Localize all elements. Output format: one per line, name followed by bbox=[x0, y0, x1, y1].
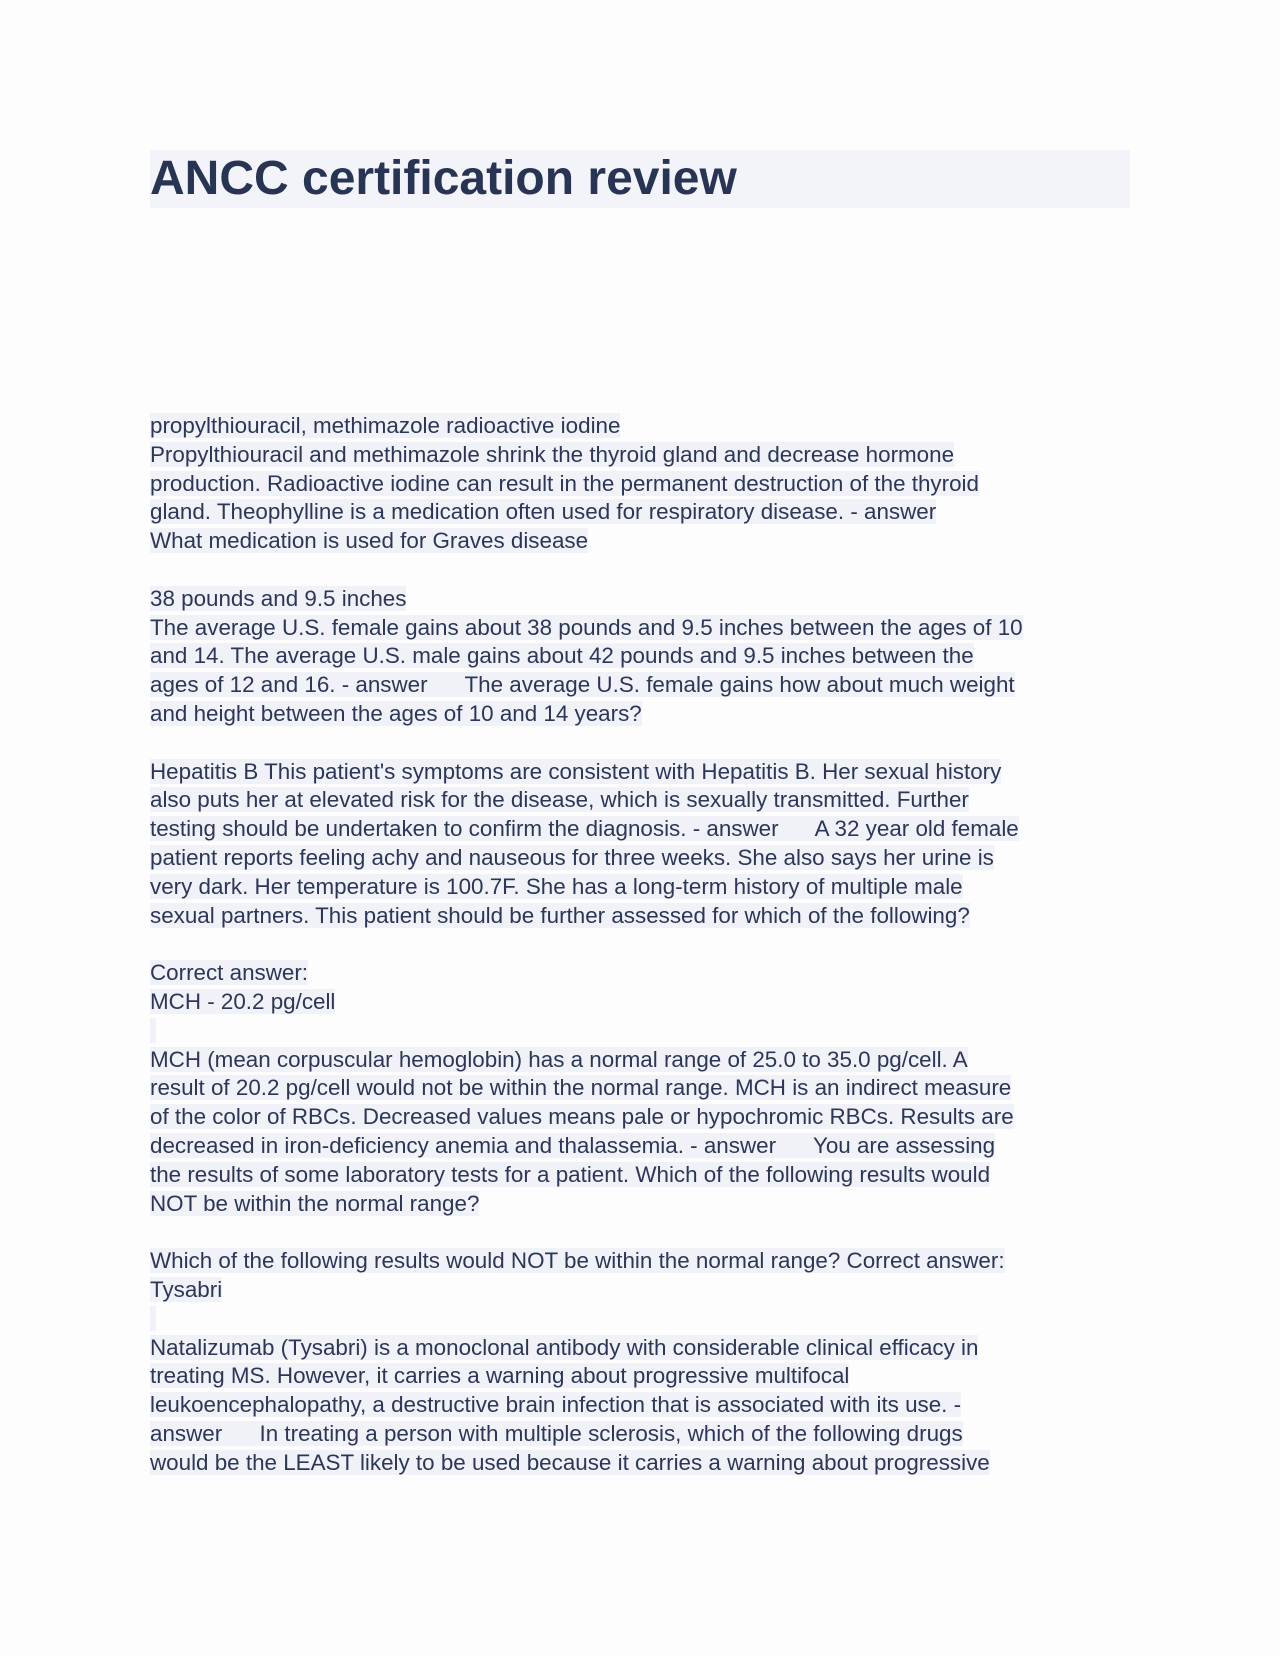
text-line bbox=[150, 1046, 1130, 1075]
text-line bbox=[150, 1334, 1130, 1363]
text-line-content: and height between the ages of 10 and 14 years? bbox=[150, 700, 642, 726]
text-line bbox=[150, 873, 1130, 902]
text-line bbox=[150, 786, 1130, 815]
text-line-content: NOT be within the normal range? bbox=[150, 1190, 480, 1216]
qa-paragraph bbox=[150, 758, 1130, 931]
text-line bbox=[150, 642, 1130, 671]
text-line-content: decreased in iron-deficiency anemia and thalassemia. - answer You are assessing bbox=[150, 1132, 996, 1158]
text-line bbox=[150, 1161, 1130, 1190]
text-line-content: Propylthiouracil and methimazole shrink the thyroid gland and decrease hormone bbox=[150, 441, 955, 467]
paragraph-gap bbox=[150, 930, 1130, 959]
text-line-content: very dark. Her temperature is 100.7F. She has a long-term history of multiple male bbox=[150, 873, 963, 899]
text-line-content: treating MS. However, it carries a warning about progressive multifocal bbox=[150, 1363, 850, 1389]
text-line-content: leukoencephalopathy, a destructive brain infection that is associated with its use. - bbox=[150, 1392, 962, 1418]
text-line-content: sexual partners. This patient should be further assessed for which of the following? bbox=[150, 902, 970, 928]
paragraph-gap bbox=[150, 1218, 1130, 1247]
text-line bbox=[150, 470, 1130, 499]
text-line-content: Which of the following results would NOT be within the normal range? Correct answer: bbox=[150, 1248, 1005, 1274]
text-line bbox=[150, 700, 1130, 729]
document-body bbox=[150, 412, 1130, 1477]
text-line bbox=[150, 1103, 1130, 1132]
text-line-content: MCH - 20.2 pg/cell bbox=[150, 988, 336, 1014]
text-line-content: production. Radioactive iodine can result in the permanent destruction of the thyroid bbox=[150, 470, 979, 496]
text-line bbox=[150, 1132, 1130, 1161]
text-line bbox=[150, 844, 1130, 873]
text-line-content bbox=[150, 1306, 156, 1331]
text-line-content: testing should be undertaken to confirm the diagnosis. - answer A 32 year old female bbox=[150, 816, 1019, 842]
qa-paragraph bbox=[150, 412, 1130, 556]
text-line-content: Hepatitis B This patient's symptoms are consistent with Hepatitis B. Her sexual history bbox=[150, 758, 1002, 784]
qa-paragraph bbox=[150, 1334, 1130, 1478]
text-line bbox=[150, 527, 1130, 556]
text-line bbox=[150, 1190, 1130, 1219]
text-line-content: the results of some laboratory tests for a patient. Which of the following results would bbox=[150, 1161, 991, 1187]
text-line bbox=[150, 1074, 1130, 1103]
text-line bbox=[150, 758, 1130, 787]
text-line bbox=[150, 988, 1130, 1017]
text-line bbox=[150, 614, 1130, 643]
document-page bbox=[150, 150, 1130, 1477]
text-line-content: and 14. The average U.S. male gains about 42 pounds and 9.5 inches between the bbox=[150, 643, 974, 669]
qa-paragraph bbox=[150, 1046, 1130, 1219]
text-line bbox=[150, 1247, 1130, 1276]
text-line-content: propylthiouracil, methimazole radioactive iodine bbox=[150, 413, 621, 438]
text-line bbox=[150, 902, 1130, 931]
text-line bbox=[150, 441, 1130, 470]
text-line-content: gland. Theophylline is a medication often used for respiratory disease. - answer bbox=[150, 499, 937, 525]
text-line-content: Tysabri bbox=[150, 1276, 223, 1302]
text-line bbox=[150, 1017, 1130, 1046]
text-line-content: The average U.S. female gains about 38 pounds and 9.5 inches between the ages of 10 bbox=[150, 614, 1023, 640]
text-line bbox=[150, 1420, 1130, 1449]
text-line bbox=[150, 1391, 1130, 1420]
text-line-content: 38 pounds and 9.5 inches bbox=[150, 585, 407, 611]
text-line bbox=[150, 498, 1130, 527]
text-line-content: also puts her at elevated risk for the disease, which is sexually transmitted. Further bbox=[150, 787, 969, 813]
text-line bbox=[150, 1305, 1130, 1334]
text-line-content: Correct answer: bbox=[150, 960, 309, 986]
paragraph-gap bbox=[150, 729, 1130, 758]
text-line bbox=[150, 1362, 1130, 1391]
text-line-content: would be the LEAST likely to be used because it carries a warning about progressive bbox=[150, 1449, 990, 1475]
text-line bbox=[150, 959, 1130, 988]
document-title: ANCC certification review bbox=[150, 150, 1130, 208]
qa-paragraph bbox=[150, 585, 1130, 729]
text-line-content: of the color of RBCs. Decreased values means pale or hypochromic RBCs. Results are bbox=[150, 1104, 1014, 1130]
paragraph-gap bbox=[150, 556, 1130, 585]
text-line-content: MCH (mean corpuscular hemoglobin) has a normal range of 25.0 to 35.0 pg/cell. A bbox=[150, 1046, 968, 1072]
text-line-content: ages of 12 and 16. - answer The average U.S. female gains how about much weight bbox=[150, 672, 1015, 698]
text-line bbox=[150, 585, 1130, 614]
text-line bbox=[150, 671, 1130, 700]
text-line-content: patient reports feeling achy and nauseous for three weeks. She also says her urine is bbox=[150, 844, 994, 870]
text-line bbox=[150, 815, 1130, 844]
text-line-content: What medication is used for Graves disease bbox=[150, 528, 589, 554]
text-line-content: result of 20.2 pg/cell would not be within the normal range. MCH is an indirect measure bbox=[150, 1075, 1012, 1101]
qa-paragraph bbox=[150, 1247, 1130, 1333]
text-line-content: answer In treating a person with multiple sclerosis, which of the following drugs bbox=[150, 1420, 963, 1446]
text-line bbox=[150, 412, 1130, 441]
text-line bbox=[150, 1449, 1130, 1478]
text-line-content: Natalizumab (Tysabri) is a monoclonal antibody with considerable clinical efficacy in bbox=[150, 1334, 979, 1360]
text-line bbox=[150, 1276, 1130, 1305]
qa-paragraph bbox=[150, 959, 1130, 1045]
text-line-content bbox=[150, 1018, 156, 1043]
